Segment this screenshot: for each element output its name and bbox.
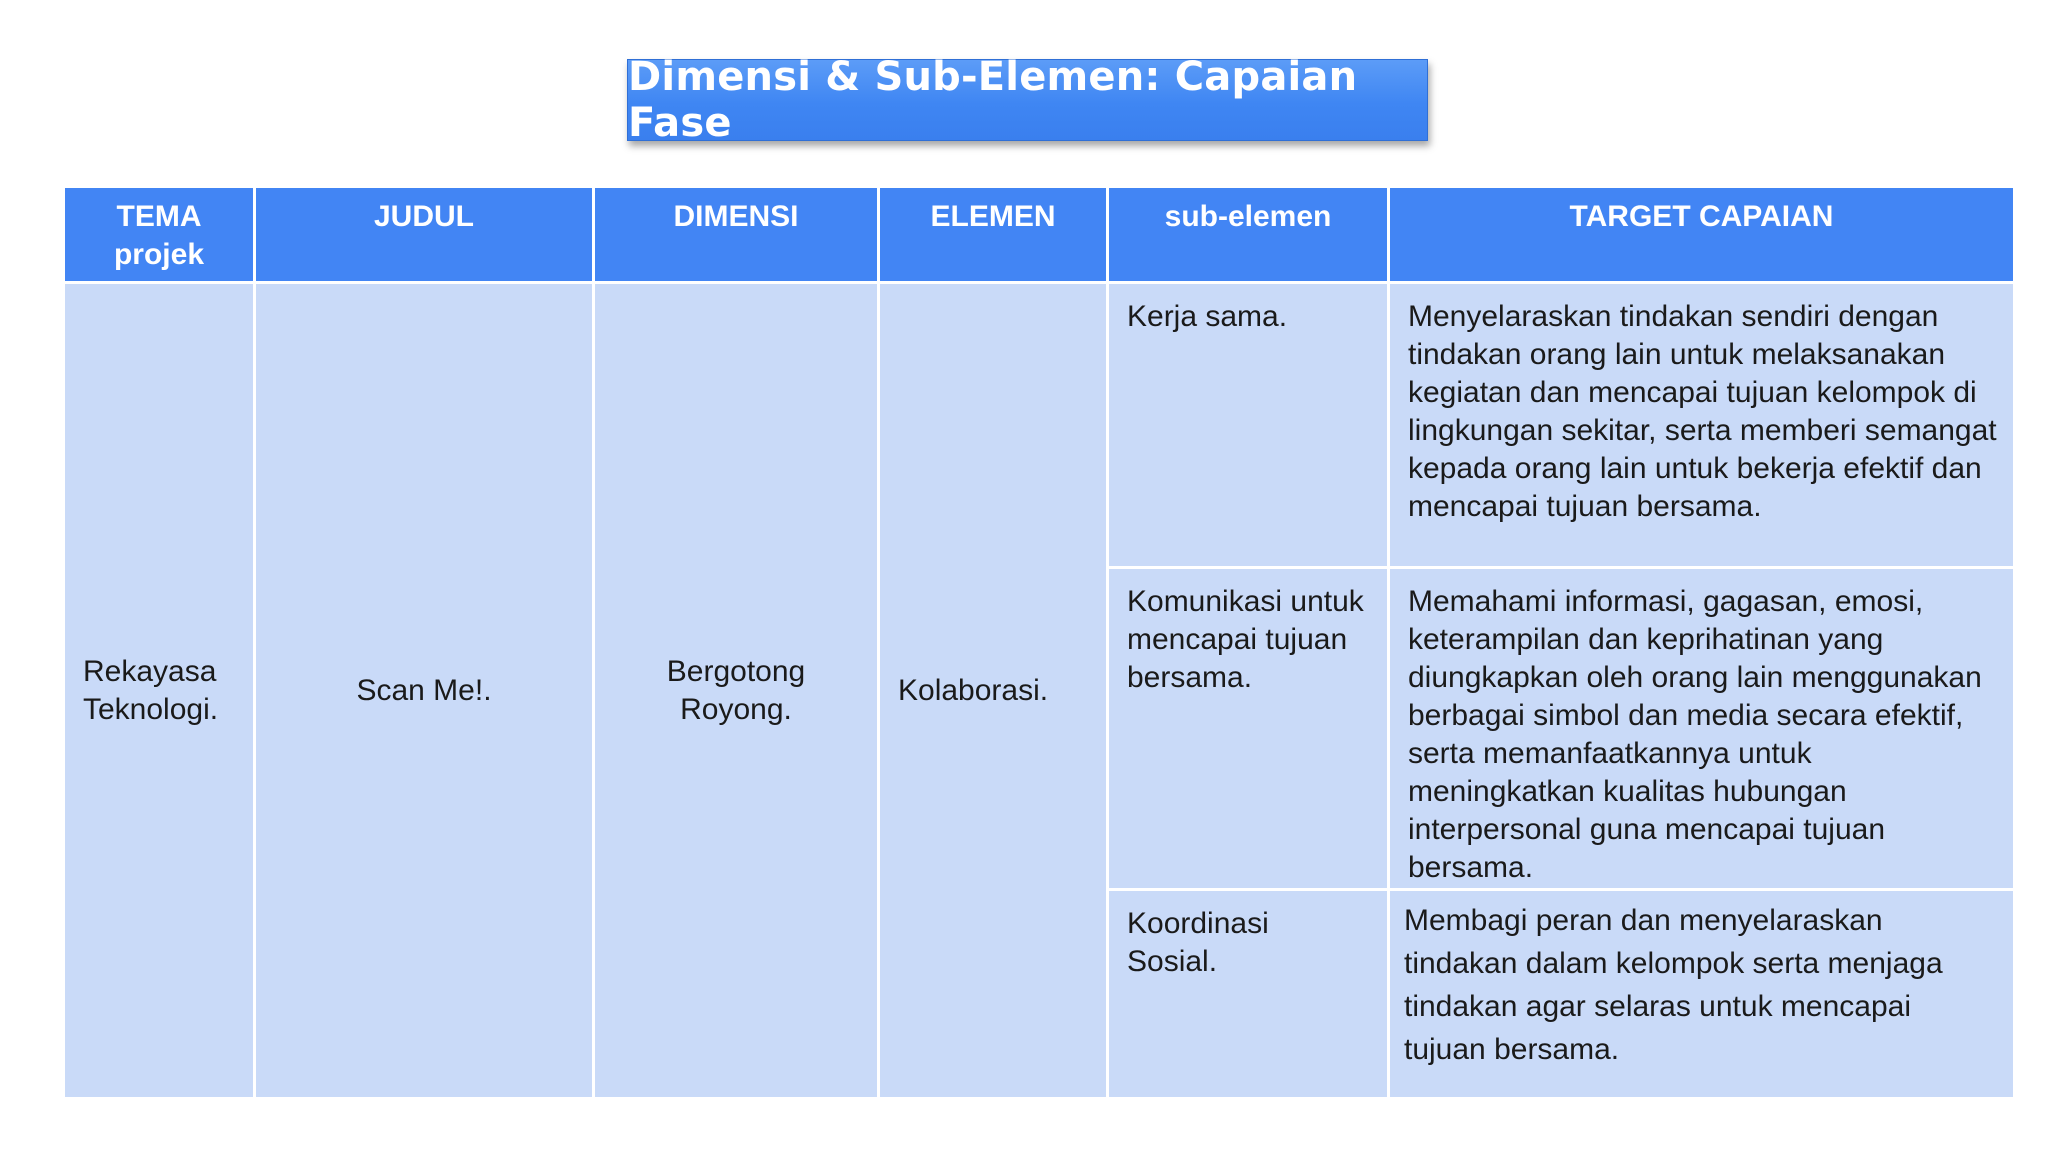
capaian-table [62, 185, 2016, 1100]
table-header-row [64, 187, 2015, 283]
cell-judul: Scan Me!. [255, 283, 594, 1099]
cell-sub-elemen: Komunikasi untuk mencapai tujuan bersama. [1108, 568, 1389, 890]
cell-dimensi: Bergotong Royong. [594, 283, 879, 1099]
slide-title: Dimensi & Sub-Elemen: Capaian Fase [627, 59, 1428, 141]
header-sub-elemen: sub-elemen [1108, 187, 1389, 283]
header-tema: TEMA projek [64, 187, 255, 283]
cell-target: Memahami informasi, gagasan, emosi, keterampilan dan keprihatinan yang diungkapkan oleh orang lain menggunakan berbagai simbol dan media secara efektif, serta memanfaatkannya untuk meningkatkan kualitas hubungan interpersonal guna mencapai tujuan bersama. [1389, 568, 2015, 890]
cell-sub-elemen: Kerja sama. [1108, 283, 1389, 568]
header-target-capaian: TARGET CAPAIAN [1389, 187, 2015, 283]
cell-target: Membagi peran dan menyelaraskan tindakan dalam kelompok serta menjaga tindakan agar selaras untuk mencapai tujuan bersama. [1389, 890, 2015, 1099]
cell-sub-elemen: Koordinasi Sosial. [1108, 890, 1389, 1099]
cell-elemen: Kolaborasi. [879, 283, 1108, 1099]
cell-tema: Rekayasa Teknologi. [64, 283, 255, 1099]
header-elemen: ELEMEN [879, 187, 1108, 283]
header-judul: JUDUL [255, 187, 594, 283]
header-dimensi: DIMENSI [594, 187, 879, 283]
table-row [64, 283, 2015, 568]
cell-target: Menyelaraskan tindakan sendiri dengan tindakan orang lain untuk melaksanakan kegiatan dan mencapai tujuan kelompok di lingkungan sekitar, serta memberi semangat kepada orang lain untuk bekerja efektif dan mencapai tujuan bersama. [1389, 283, 2015, 568]
